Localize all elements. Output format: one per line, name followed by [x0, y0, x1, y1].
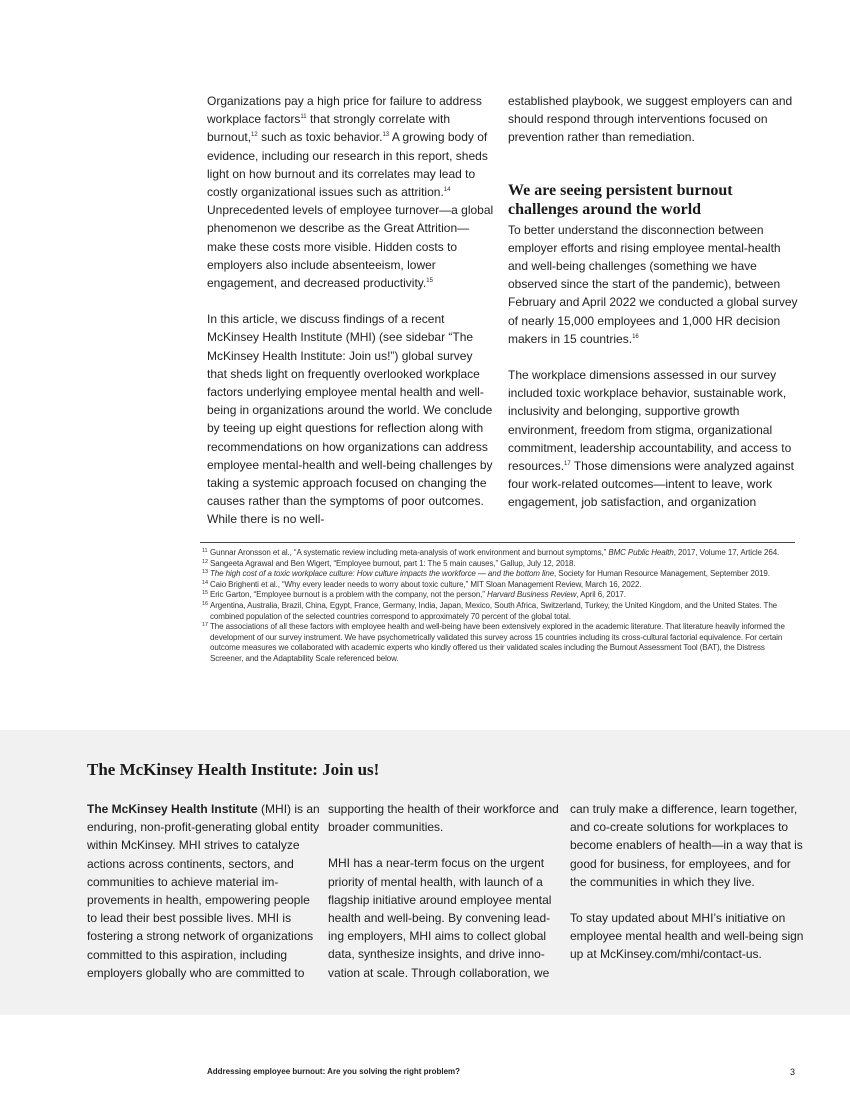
footnote-divider: [200, 542, 795, 543]
article-right-column: [508, 92, 800, 512]
italic-text: BMC Public Health: [608, 548, 674, 557]
sidebar-paragraph: MHI has a near-term focus on the urgent priority of mental health, with launch of a flagship initiative around employee mental health and well-being. By convening lead- ing employers, MHI aims to collect global data, synthesize insights, and drive inno- vation at scale. Through collaboration, we: [328, 856, 552, 980]
article-paragraph: The workplace dimensions assessed in our survey included toxic workplace behavior, sustainable work, inclusivity and belonging, supportive growth environment, freedom from stigma, organizational commitment, leadership accountability, and access to resources.$^{17}$ Those dimensions were analyzed against four work-related outcomes—intent to leave, work engagement, job satisfaction, and organization: [508, 368, 794, 510]
italic-text: The high cost of a toxic workplace culture: How culture impacts the workforce — and the bottom line: [210, 569, 555, 579]
footnote-item: 13 The high cost of a toxic workplace culture: How culture impacts the workforce — and the bottom line, Society for Human Resource Management, September 2019.: [202, 569, 770, 579]
footnote-reference: 13: [382, 132, 390, 139]
footnote-item: 12 Sangeeta Agrawal and Ben Wigert, “Employee burnout, part 1: The 5 main causes,” Gallup, July 12, 2018.: [202, 558, 576, 568]
article-paragraph: To better understand the disconnection between employer efforts and rising employee mental-health and well-being challenges (something we have observed since the start of the pandemic), between February and April 2022 we conducted a global survey of nearly 15,000 employees and 1,000 HR decision makers in 15 countries.$^{16}$: [508, 222, 798, 346]
article-paragraph: In this article, we discuss findings of a recent McKinsey Health Institute (MHI) (see sidebar “The McKinsey Health Institute: Join us!”) global survey that sheds light on frequently overlooked workplace factors underlying employee mental health and well-being in organizations around the world. We conclude by teeing up eight questions for reflection along with recommendations on how organizations can address employee mental-health and well-being challenges by taking a systemic approach focused on changing the causes rather than the symptoms of poor outcomes. While there is no well-: [207, 312, 493, 527]
sidebar-title: The McKinsey Health Institute: Join us!: [87, 760, 380, 779]
footnote-reference: 17: [564, 461, 571, 468]
sidebar-paragraph: supporting the health of their workforce and broader communities.: [328, 802, 559, 835]
bold-text: The McKinsey Health Institute: [87, 802, 258, 816]
footnote-reference: 15: [426, 278, 433, 285]
footnote-number: 17: [202, 622, 208, 629]
sidebar-paragraph: The McKinsey Health Institute (MHI) is an enduring, non-profit-generating global entity within McKinsey. MHI strives to catalyze actions across continents, sectors, and communities to achieve material im- provements in health, empowering people to lead their best possible lives. MHI is fostering a strong network of organizations committed to this aspiration, including employers globally who are committed to: [87, 802, 320, 980]
sidebar-column-2: [328, 800, 563, 982]
footnote-number: 14: [202, 579, 208, 586]
footnotes: [202, 548, 797, 665]
footnote-item: 11 Gunnar Aronsson et al., “A systematic review including meta-analysis of work environment and burnout symptoms,” BMC Public Health, 2017, Volume 17, Article 264.: [202, 548, 780, 557]
sidebar-column-3: [570, 800, 805, 964]
article-left-column: [207, 92, 495, 529]
footnote-reference: 14: [443, 187, 451, 194]
page-number: 3: [790, 1067, 796, 1077]
sidebar-paragraph: can truly make a difference, learn together, and co-create solutions for workplaces to become enablers of health—in a way that is good for business, for employees, and for the communities in which they live.: [570, 802, 803, 889]
footer-article-title: Addressing employee burnout: Are you solving the right problem?: [207, 1067, 461, 1076]
section-heading: We are seeing persistent burnout challenges around the world: [508, 181, 733, 218]
footnote-item: 15 Eric Garton, “Employee burnout is a problem with the company, not the person,” Harvard Business Review, April 6, 2017.: [202, 590, 626, 600]
sidebar-column-1: [87, 800, 322, 982]
footnote-number: 12: [202, 558, 208, 565]
footnote-reference: 16: [632, 333, 639, 340]
footnote-reference: 12: [251, 132, 258, 139]
footnote-reference: 11: [300, 114, 307, 121]
footnote-number: 11: [202, 548, 208, 554]
footnote-item: 14 Caio Brighenti et al., “Why every leader needs to worry about toxic culture,” MIT Sloan Management Review, March 16, 2022.: [202, 579, 642, 589]
sidebar-box: [0, 730, 850, 1015]
italic-text: Harvard Business Review: [486, 590, 577, 600]
footnote-number: 13: [202, 569, 208, 576]
article-paragraph: Organizations pay a high price for failure to address workplace factors$^{11}$ that strongly correlate with burnout,$^{12}$ such as toxic behavior.$^{13}$ A growing body of evidence, including our research in this report, sheds light on how burnout and its correlates may lead to costly organizational issues such as attrition.$^{14}$ Unprecedented levels of employee turnover—a global phenomenon we describe as the Great Attrition—make these costs more visible. Hidden costs to employers also include absenteeism, lower engagement, and decreased productivity.$^{15}$: [207, 94, 494, 291]
footnote-item: 16 Argentina, Australia, Brazil, China, Egypt, France, Germany, India, Japan, Mexico, South Africa, Switzerland, Turkey, the United Kingdom, and the United States. The combined population of the selected countries correspond to approximately 70 percent of the global total.: [202, 600, 778, 621]
article-paragraph: established playbook, we suggest employers can and should respond through interventions focused on prevention rather than remediation.: [508, 94, 793, 145]
footnote-item: 17 The associations of all these factors with employee health and well-being have been extensively explored in the academic literature. That literature heavily informed the development of our survey instrument. We have psychometrically validated this survey across 15 countries including its cross-cultural factorial equivalence. For certain outcome measures we collaborated with academic experts who kindly offered us their validated scales including the Burnout Assessment Tool (BAT), the Distress Screener, and the Adaptability Scale referenced below.: [202, 622, 785, 663]
footnote-number: 16: [202, 600, 208, 607]
sidebar-paragraph: To stay updated about MHI’s initiative on employee mental health and well-being sign up at McKinsey.com/mhi/contact-us.: [570, 911, 804, 962]
footnote-number: 15: [202, 590, 208, 597]
